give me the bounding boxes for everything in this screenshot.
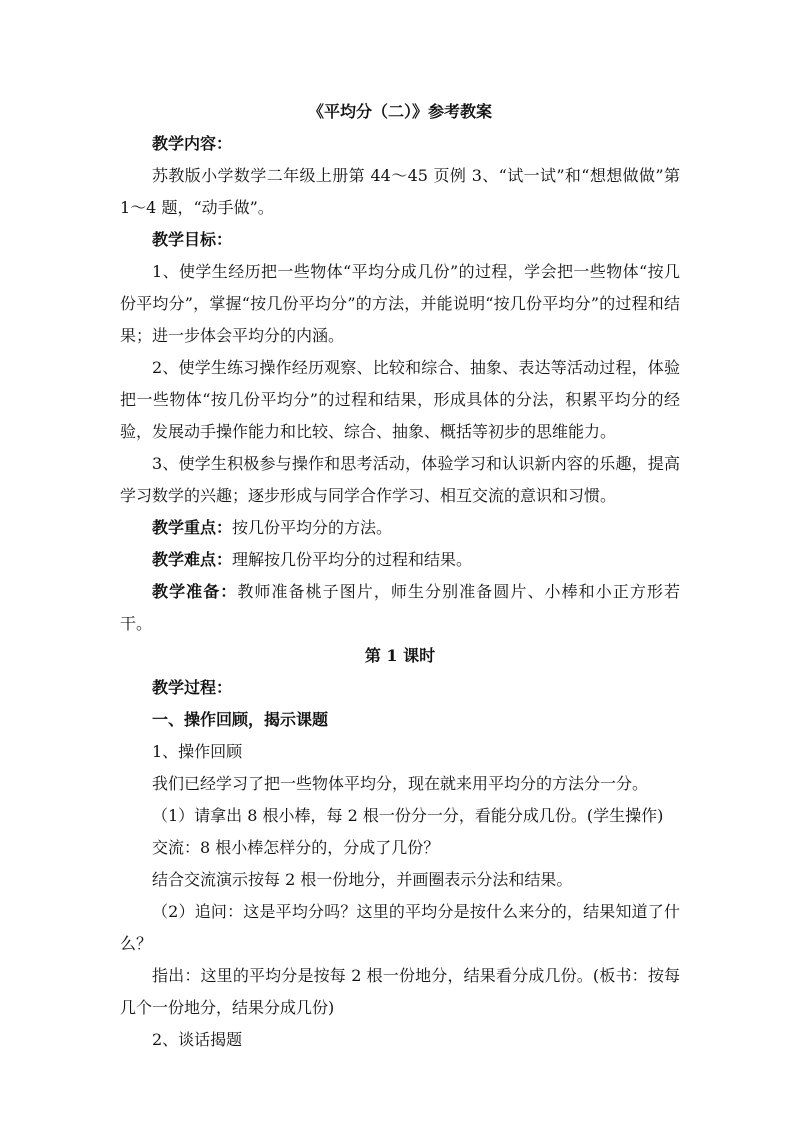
teaching-content-label: 教学内容：	[152, 134, 233, 153]
difficulty-text: 理解按几份平均分的过程和结果。	[232, 550, 473, 569]
difficulty-label: 教学难点：	[152, 550, 233, 569]
preparation-text: 教师准备桃子图片，师生分别准备圆片、小棒和小正方形若干。	[120, 582, 680, 633]
key-point-label: 教学重点：	[152, 518, 233, 537]
process-paragraph-2: （1）请拿出 8 根小棒，每 2 根一份分一分，看能分成几份。(学生操作)	[152, 806, 664, 825]
document-title: 《平均分（二）》参考教案	[307, 102, 492, 121]
key-point-text: 按几份平均分的方法。	[232, 518, 393, 537]
teaching-goal-1: 1、使学生经历把一些物体“平均分成几份”的过程，学会把一些物体“按几份平均分”，掌握“按几份平均分”的方法，并能说明“按几份平均分”的过程和结果；进一步体会平均分的内涵。	[120, 262, 680, 345]
document-content	[120, 96, 680, 1056]
key-point-line	[120, 512, 680, 544]
preparation-label: 教学准备：	[152, 582, 238, 601]
process-paragraph-5: （2）追问：这是平均分吗？这里的平均分是按什么来分的，结果知道了什么？	[120, 902, 680, 953]
teaching-goal-2: 2、使学生练习操作经历观察、比较和综合、抽象、表达等活动过程，体验把一些物体“按几份平均分”的过程和结果，形成具体的分法，积累平均分的经验，发展动手操作能力和比较、综合、抽象、概括等初步的思维能力。	[120, 358, 680, 441]
process-paragraph-6: 指出：这里的平均分是按每 2 根一份地分，结果看分成几份。(板书：按每几个一份地分，结果分成几份)	[120, 966, 680, 1017]
process-paragraph-1: 我们已经学习了把一些物体平均分，现在就来用平均分的方法分一分。	[152, 774, 649, 793]
process-paragraph-3: 交流：8 根小棒怎样分的，分成了几份？	[152, 838, 440, 857]
difficulty-line	[120, 544, 680, 576]
step-2-title: 2、谈话揭题	[152, 1030, 243, 1049]
part-1-title: 一、操作回顾，揭示课题	[152, 710, 329, 729]
teaching-content-text: 苏教版小学数学二年级上册第 44～45 页例 3、“试一试”和“想想做做”第 1～4 题，“动手做”。	[120, 166, 680, 217]
process-paragraph-4: 结合交流演示按每 2 根一份地分，并画圈表示分法和结果。	[152, 870, 573, 889]
teaching-process-label: 教学过程：	[152, 678, 233, 697]
lesson-title: 第 1 课时	[364, 646, 436, 665]
teaching-goal-3: 3、使学生积极参与操作和思考活动，体验学习和认识新内容的乐趣，提高学习数学的兴趣；逐步形成与同学合作学习、相互交流的意识和习惯。	[120, 454, 680, 505]
preparation-line	[120, 576, 680, 640]
teaching-goals-label: 教学目标：	[152, 230, 233, 249]
step-1-title: 1、操作回顾	[152, 742, 243, 761]
